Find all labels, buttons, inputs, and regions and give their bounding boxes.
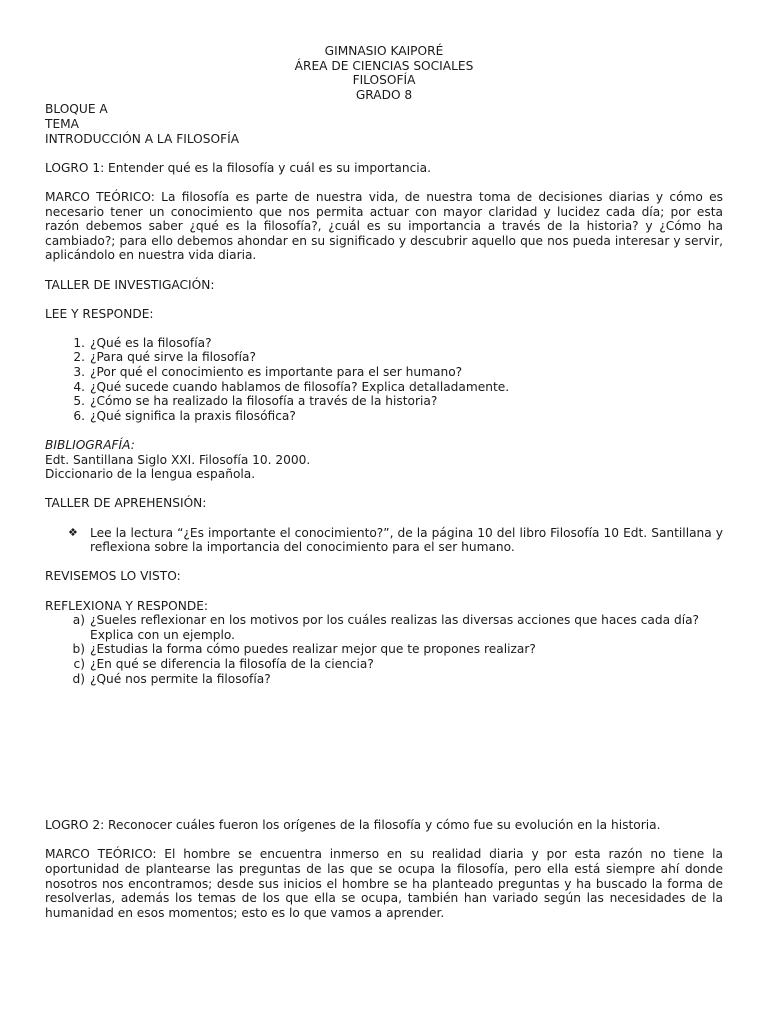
list-item	[45, 613, 723, 642]
reflection-question-list	[45, 613, 723, 686]
question-text: ¿Para qué sirve la filosofía?	[90, 350, 256, 365]
list-item	[45, 380, 723, 395]
bibliography-entry: Diccionario de la lengua española.	[45, 467, 256, 482]
document-header	[45, 44, 723, 102]
taller-aprehension-heading: TALLER DE APREHENSIÓN:	[45, 496, 207, 511]
subject-name: FILOSOFÍA	[352, 73, 416, 88]
bibliography-title: BIBLIOGRAFÍA:	[45, 438, 135, 453]
list-item	[45, 409, 723, 424]
grade-name: GRADO 8	[355, 87, 413, 102]
list-letter: b)	[72, 642, 85, 657]
marco-teorico-2: MARCO TEÓRICO: El hombre se encuentra inmerso en su realidad diaria y por esta razón no tiene la oportunidad de plantearse las preguntas de las que se ocupa la filosofía, pero ella está siempre ahí donde nosotros nos encontramos; desde sus inicios el hombre se ha planteado preguntas y ha buscado la forma de resolverlas, además los temas de los que ella se ocupa, también han variado según las necesidades de la humanidad en esos momentos; esto es lo que vamos a aprender.	[45, 847, 723, 920]
question-text: ¿Qué es la filosofía?	[90, 335, 212, 350]
bibliography	[45, 438, 723, 482]
list-item	[45, 657, 723, 672]
list-item	[45, 642, 723, 657]
list-item	[45, 336, 723, 351]
area-name: ÁREA DE CIENCIAS SOCIALES	[294, 58, 474, 73]
topic-title: INTRODUCCIÓN A LA FILOSOFÍA	[45, 131, 240, 146]
list-number: 6.	[73, 408, 85, 423]
question-list	[45, 336, 723, 424]
aprehension-bullet-item	[45, 526, 723, 555]
list-number: 1.	[73, 335, 85, 350]
list-letter: a)	[72, 613, 85, 628]
question-text: ¿Estudias la forma cómo puedes realizar mejor que te propones realizar?	[90, 642, 536, 657]
reflexiona-heading: REFLEXIONA Y RESPONDE:	[45, 598, 209, 613]
taller-investigacion-heading: TALLER DE INVESTIGACIÓN:	[45, 277, 215, 292]
question-text: ¿Qué sucede cuando hablamos de filosofía? Explica detalladamente.	[90, 379, 510, 394]
marco-teorico-1: MARCO TEÓRICO: La filosofía es parte de nuestra vida, de nuestra toma de decisiones diarias y cómo es necesario tener un conocimiento que nos permita actuar con mayor claridad y lucidez cada día; por esta razón debemos saber ¿qué es la filosofía?, ¿cuál es su importancia a través de la historia? y ¿Cómo ha cambiado?; para ello debemos ahondar en su significado y descubrir aquello que nos pueda interesar y servir, aplicándolo en nuestra vida diaria.	[45, 189, 723, 263]
school-name: GIMNASIO KAIPORÉ	[324, 44, 444, 58]
diamond-bullet-icon: ❖	[68, 525, 78, 539]
list-letter: d)	[72, 671, 85, 686]
aprehension-text: Lee la lectura “¿Es importante el conocimiento?”, de la página 10 del libro Filosofía 10 Edt. Santillana y reflexiona sobre la importancia del conocimiento para el ser humano.	[90, 525, 723, 555]
bibliography-entry: Edt. Santillana Siglo XXI. Filosofía 10. 2000.	[45, 452, 311, 467]
question-text: ¿Cómo se ha realizado la filosofía a través de la historia?	[90, 394, 438, 409]
list-number: 5.	[73, 394, 85, 409]
list-item	[45, 672, 723, 687]
question-text: ¿Qué nos permite la filosofía?	[90, 671, 271, 686]
question-text: ¿Sueles reflexionar en los motivos por los cuáles realizas las diversas acciones que haces cada día? Explica con un ejemplo.	[90, 613, 700, 642]
lee-responde-heading: LEE Y RESPONDE:	[45, 306, 154, 321]
intro-section	[45, 102, 723, 146]
list-item	[45, 350, 723, 365]
list-letter: c)	[73, 656, 85, 671]
list-number: 2.	[73, 350, 85, 365]
revisemos-heading: REVISEMOS LO VISTO:	[45, 569, 181, 584]
list-number: 3.	[73, 365, 85, 380]
topic-label: TEMA	[45, 116, 79, 131]
logro-2: LOGRO 2: Reconocer cuáles fueron los orígenes de la filosofía y cómo fue su evolución en la historia.	[45, 818, 661, 833]
logro-1: LOGRO 1: Entender qué es la filosofía y cuál es su importancia.	[45, 160, 432, 175]
list-item	[45, 365, 723, 380]
block-label: BLOQUE A	[45, 102, 108, 117]
list-item	[45, 394, 723, 409]
question-text: ¿En qué se diferencia la filosofía de la ciencia?	[90, 656, 374, 671]
question-text: ¿Qué significa la praxis filosófica?	[90, 408, 296, 423]
document-page	[45, 44, 723, 920]
list-number: 4.	[73, 379, 85, 394]
question-text: ¿Por qué el conocimiento es importante para el ser humano?	[90, 365, 463, 380]
